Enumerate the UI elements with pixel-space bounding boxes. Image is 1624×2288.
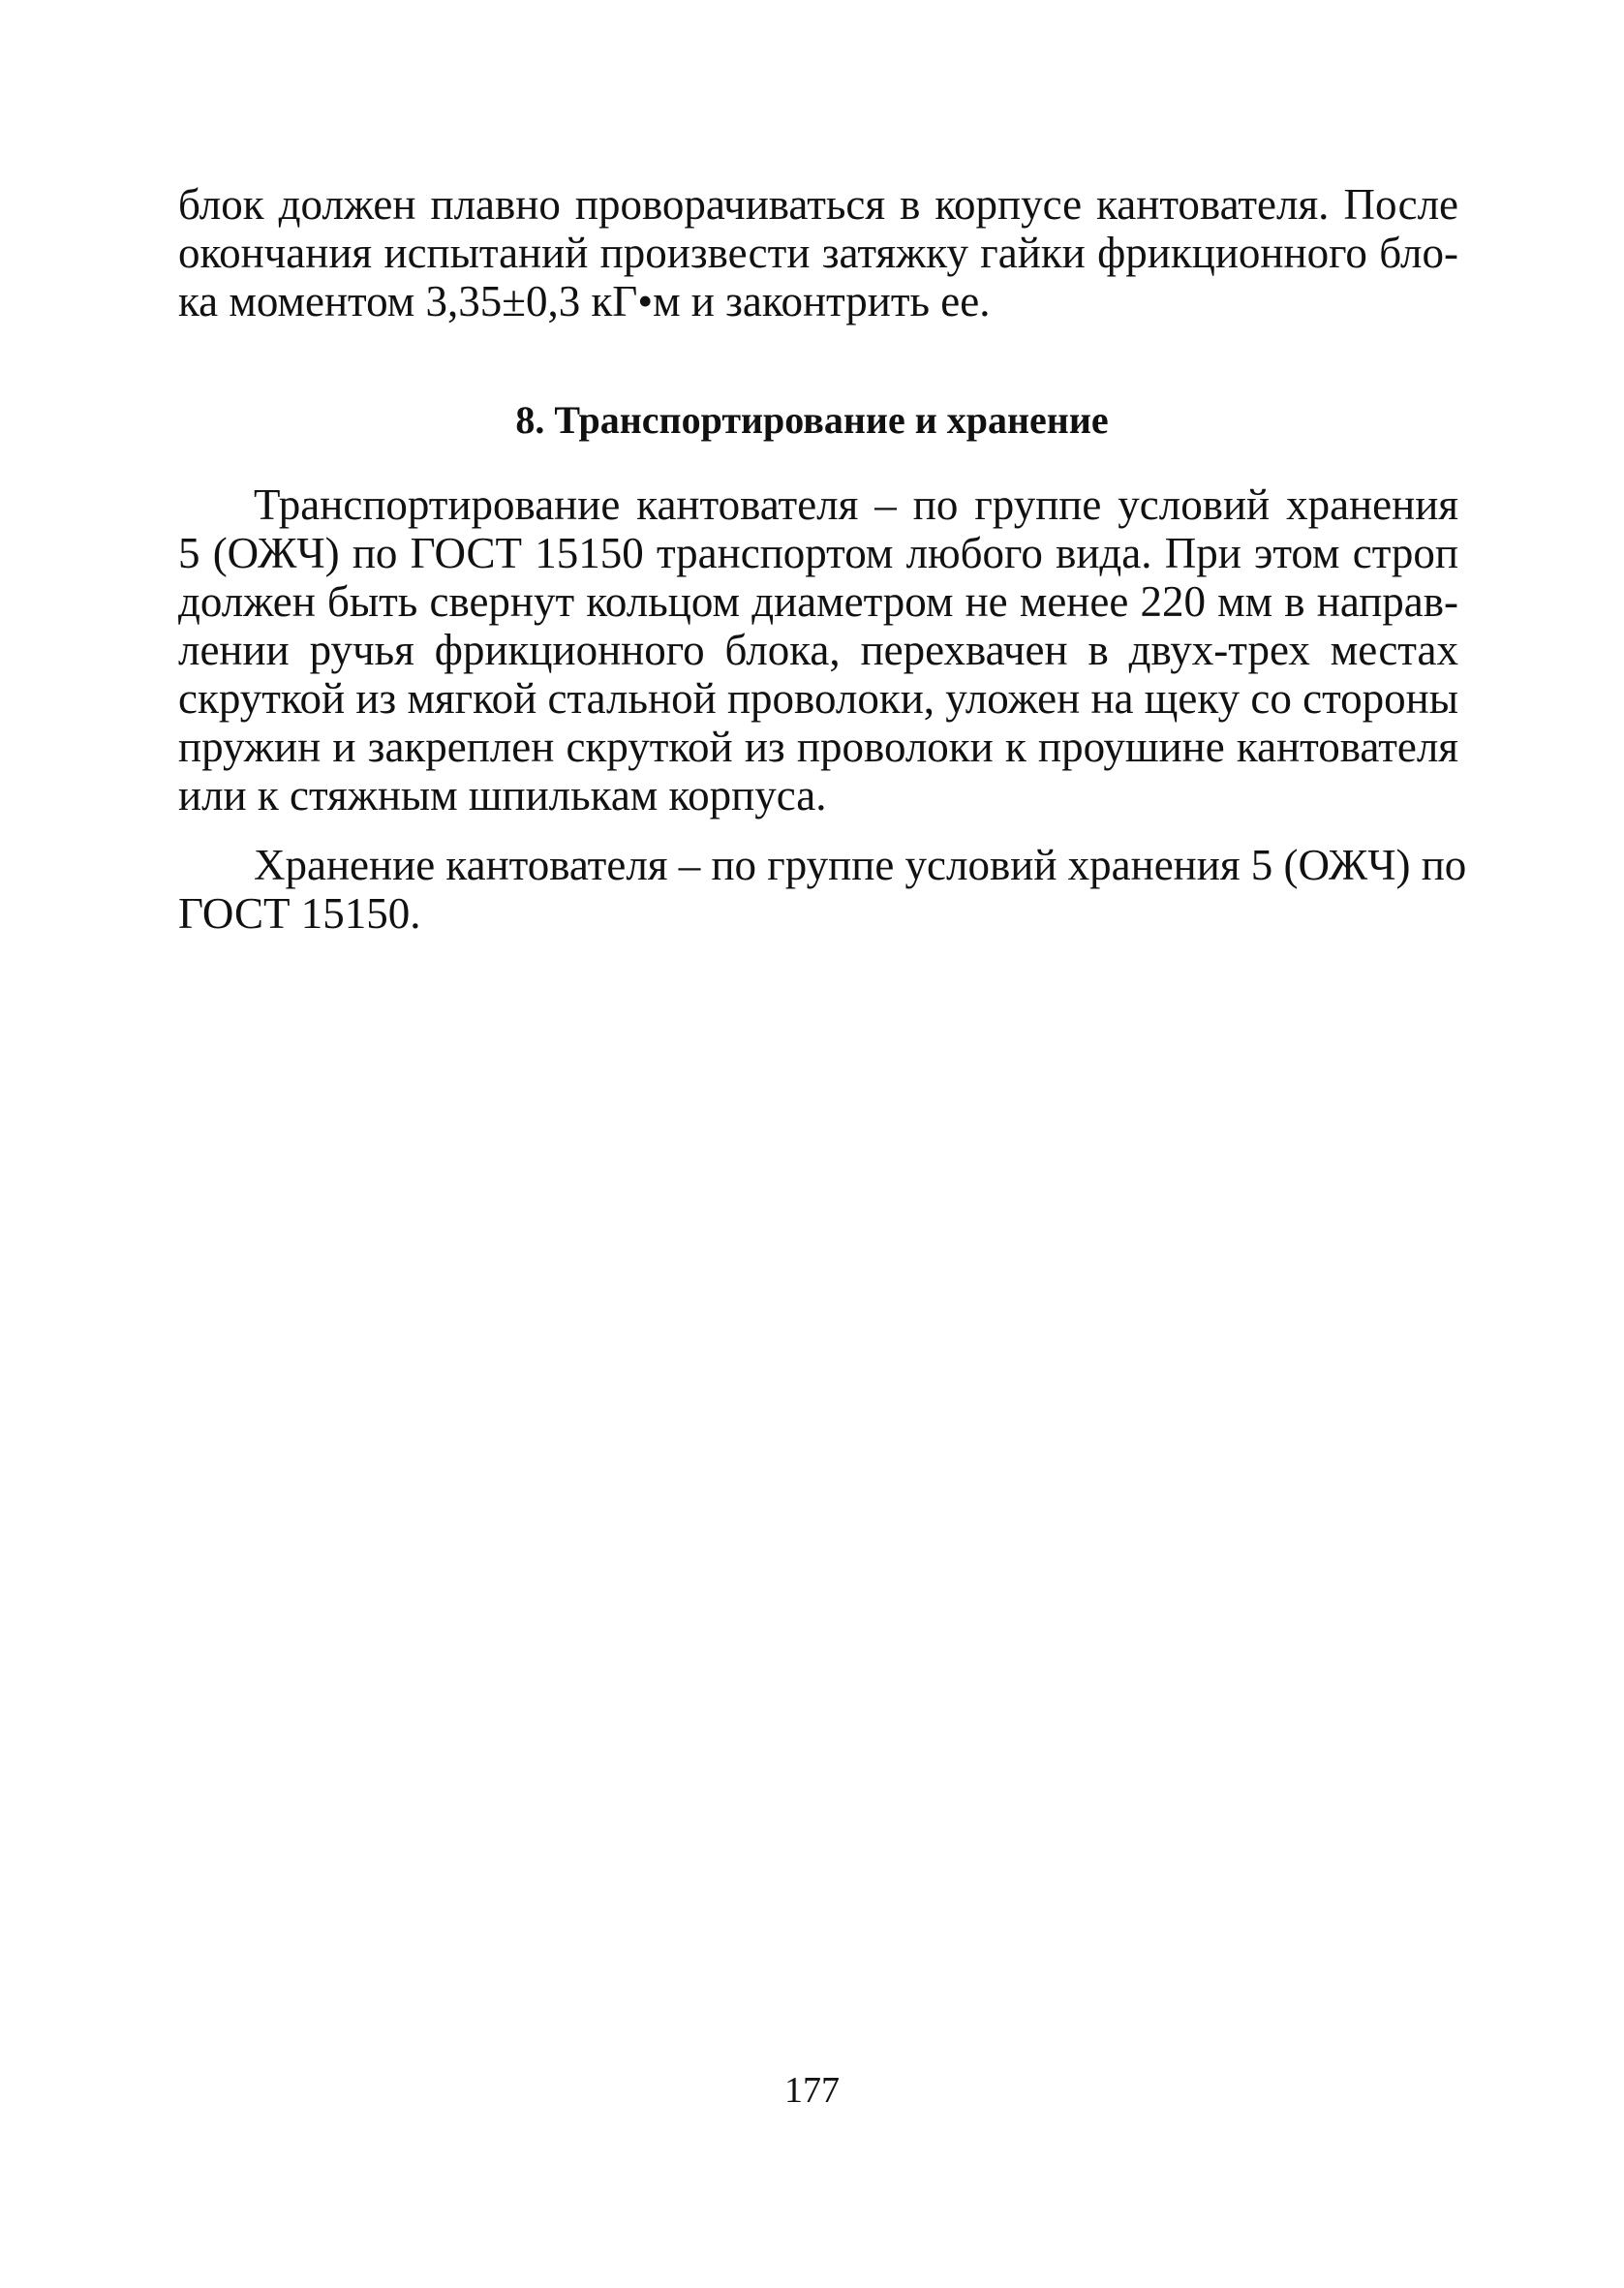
paragraph-line: ка моментом 3,35±0,3 кГ•м и законтрить ее.: [178, 277, 991, 325]
paragraph-line: блок должен плавно проворачиваться в корпусе кантователя. После: [178, 180, 1458, 229]
section-heading: 8. Транспортирование и хранение: [515, 398, 1109, 442]
paragraph-line: или к стяжным шпилькам корпуса.: [178, 771, 827, 819]
paragraph-line: лении ручья фрикционного блока, перехвачен в двух-трех местах: [178, 626, 1458, 674]
paragraph-line: скруткой из мягкой стальной проволоки, уложен на щеку со стороны: [178, 674, 1458, 723]
storage-paragraph: [178, 841, 1467, 938]
continuation-paragraph: [178, 180, 1458, 325]
transport-paragraph: [178, 480, 1458, 819]
paragraph-line: должен быть свернут кольцом диаметром не менее 220 мм в направ-: [178, 577, 1458, 626]
paragraph-line: окончания испытаний произвести затяжку гайки фрикционного бло-: [178, 229, 1458, 277]
paragraph-line: 5 (ОЖЧ) по ГОСТ 15150 транспортом любого вида. При этом строп: [178, 529, 1458, 577]
paragraph-line: Транспортирование кантователя – по группе условий хранения: [254, 480, 1458, 529]
paragraph-line: ГОСТ 15150.: [178, 889, 421, 938]
paragraph-line: пружин и закреплен скруткой из проволоки к проушине кантователя: [178, 723, 1458, 771]
page-number: 177: [784, 2070, 840, 2111]
paragraph-line: Хранение кантователя – по группе условий хранения 5 (ОЖЧ) по: [254, 841, 1467, 889]
